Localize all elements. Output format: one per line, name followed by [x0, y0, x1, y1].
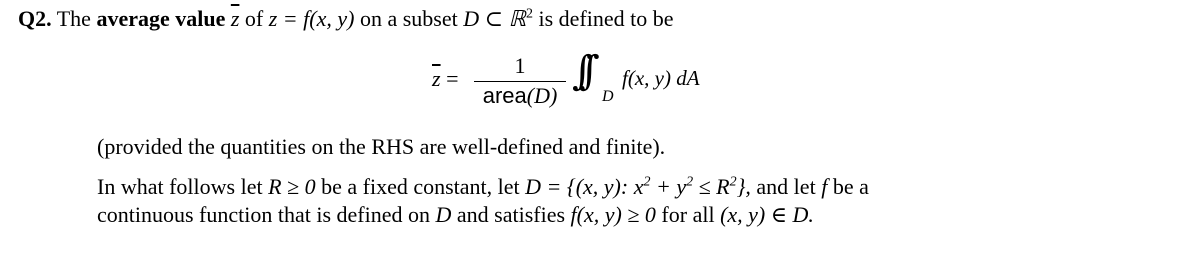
heading-text-mid: of	[244, 6, 264, 31]
nonneg-condition: f(x, y) ≥ 0	[570, 202, 656, 227]
integral-subscript: D	[602, 88, 614, 105]
formula-equals: =	[446, 66, 459, 91]
question-heading	[18, 6, 673, 32]
formula-zbar: $\overline{z}$	[432, 66, 441, 91]
heading-text-end: is defined to be	[538, 6, 674, 31]
formula-fraction	[474, 54, 566, 108]
double-integral-sign: ∫∫	[572, 48, 586, 94]
heading-bold-term: average value	[96, 6, 226, 31]
r-condition: R ≥ 0	[268, 174, 316, 199]
set-definition: D = {(x, y): $x^2 + y^2 \le R^2$},	[525, 174, 751, 199]
proviso-text: (provided the quantities on the RHS are well-defined and finite).	[97, 134, 666, 159]
heading-zbar: $\overline{z}$	[230, 6, 240, 31]
fraction-numerator: 1	[514, 53, 526, 78]
formula-integrand: f(x, y) dA	[622, 66, 700, 90]
fraction-bar	[474, 81, 566, 82]
heading-set-sup: 2	[525, 6, 533, 22]
formula-lhs	[432, 66, 458, 92]
heading-intro: The	[56, 6, 91, 31]
heading-z-eq: z = f(x, y)	[268, 6, 355, 31]
heading-set-expr: D ⊂ ℝ	[463, 6, 526, 31]
paragraph-line-1: In what follows let R ≥ 0 be a fixed constant, let D = {(x, y): $x^2 + y^2 \le R^2$}, and let f be a	[97, 174, 869, 199]
average-value-formula	[0, 42, 1200, 122]
paragraph-line-2: continuous function that is defined on D and satisfies f(x, y) ≥ 0 for all (x, y) ∈ D.	[97, 202, 814, 227]
question-label: Q2.	[18, 6, 52, 31]
fraction-denominator: area(D)	[482, 83, 558, 108]
heading-text-on: on a subset	[359, 6, 458, 31]
